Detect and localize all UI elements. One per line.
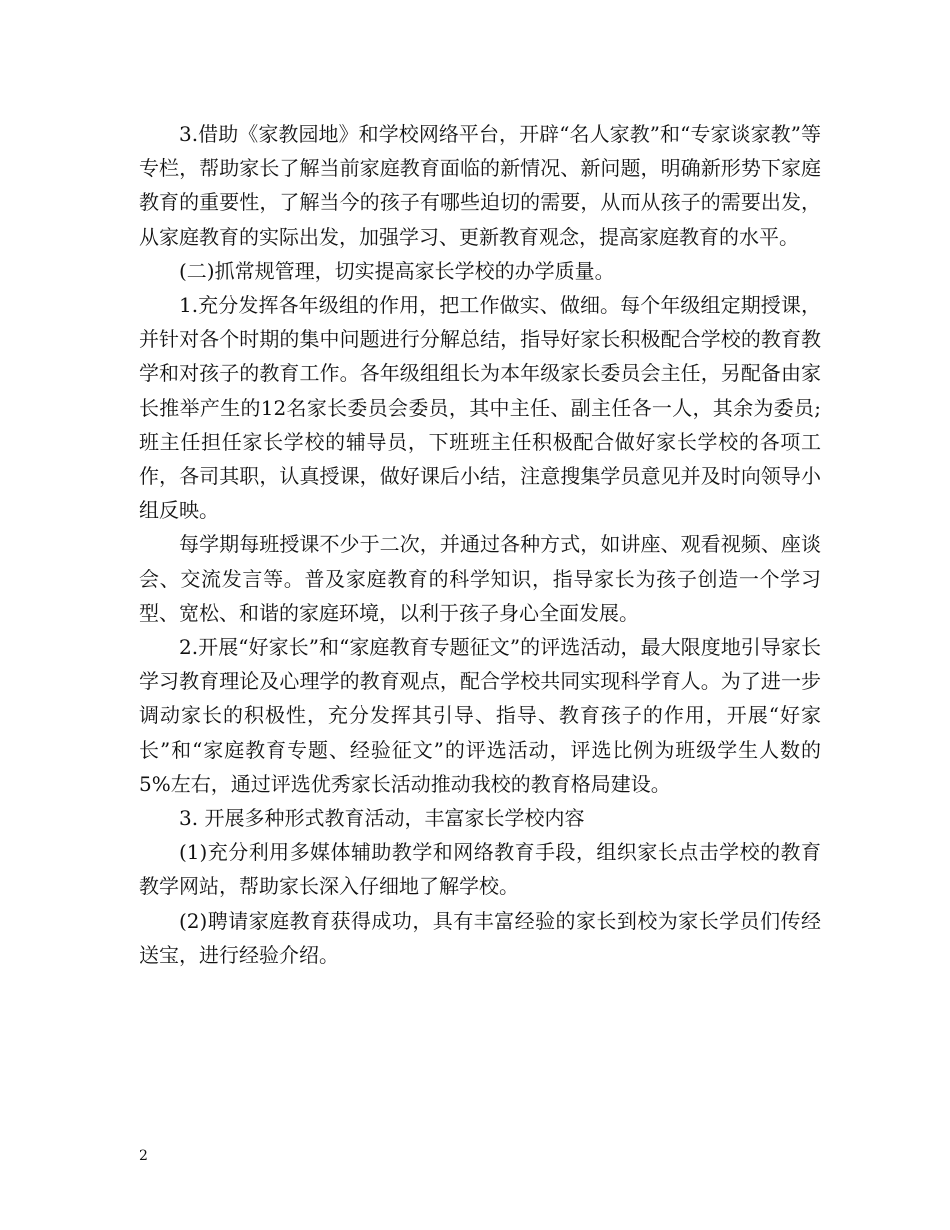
paragraph: (1)充分利用多媒体辅助教学和网络教育手段，组织家长点击学校的教育教学网站，帮助家长深入仔细地了解学校。 <box>139 840 821 899</box>
page-number: 2 <box>139 1148 148 1164</box>
paragraph: (2)聘请家庭教育获得成功，具有丰富经验的家长到校为家长学员们传经送宝，进行经验介绍。 <box>139 908 821 967</box>
document-body <box>139 117 821 972</box>
paragraph: 2.开展“好家长”和“家庭教育专题征文”的评选活动，最大限度地引导家长学习教育理论及心理学的教育观点，配合学校共同实现科学育人。为了进一步调动家长的积极性，充分发挥其引导、指导、教育孩子的作用，开展“好家长”和“家庭教育专题、经验征文”的评选活动，评选比例为班级学生人数的5%左右，通过评选优秀家长活动推动我校的教育格局建设。 <box>139 635 821 796</box>
section-heading: (二)抓常规管理，切实提高家长学校的办学质量。 <box>179 258 615 283</box>
paragraph: 3. 开展多种形式教育活动，丰富家长学校内容 <box>179 806 585 831</box>
paragraph: 1.充分发挥各年级组的作用，把工作做实、做细。每个年级组定期授课，并针对各个时期的集中问题进行分解总结，指导好家长积极配合学校的教育教学和对孩子的教育工作。各年级组组长为本年级家长委员会主任，另配备由家长推举产生的12名家长委员会委员，其中主任、副主任各一人，其余为委员;班主任担任家长学校的辅导员，下班班主任积极配合做好家长学校的各项工作，各司其职，认真授课，做好课后小结，注意搜集学员意见并及时向领导小组反映。 <box>139 293 821 523</box>
paragraph: 每学期每班授课不少于二次，并通过各种方式，如讲座、观看视频、座谈会、交流发言等。普及家庭教育的科学知识，指导家长为孩子创造一个学习型、宽松、和谐的家庭环境，以利于孩子身心全面发展。 <box>139 532 821 625</box>
paragraph: 3.借助《家教园地》和学校网络平台，开辟“名人家教”和“专家谈家教”等专栏，帮助家长了解当前家庭教育面临的新情况、新问题，明确新形势下家庭教育的重要性，了解当今的孩子有哪些迫切的需要，从而从孩子的需要出发，从家庭教育的实际出发，加强学习、更新教育观念，提高家庭教育的水平。 <box>139 122 821 249</box>
